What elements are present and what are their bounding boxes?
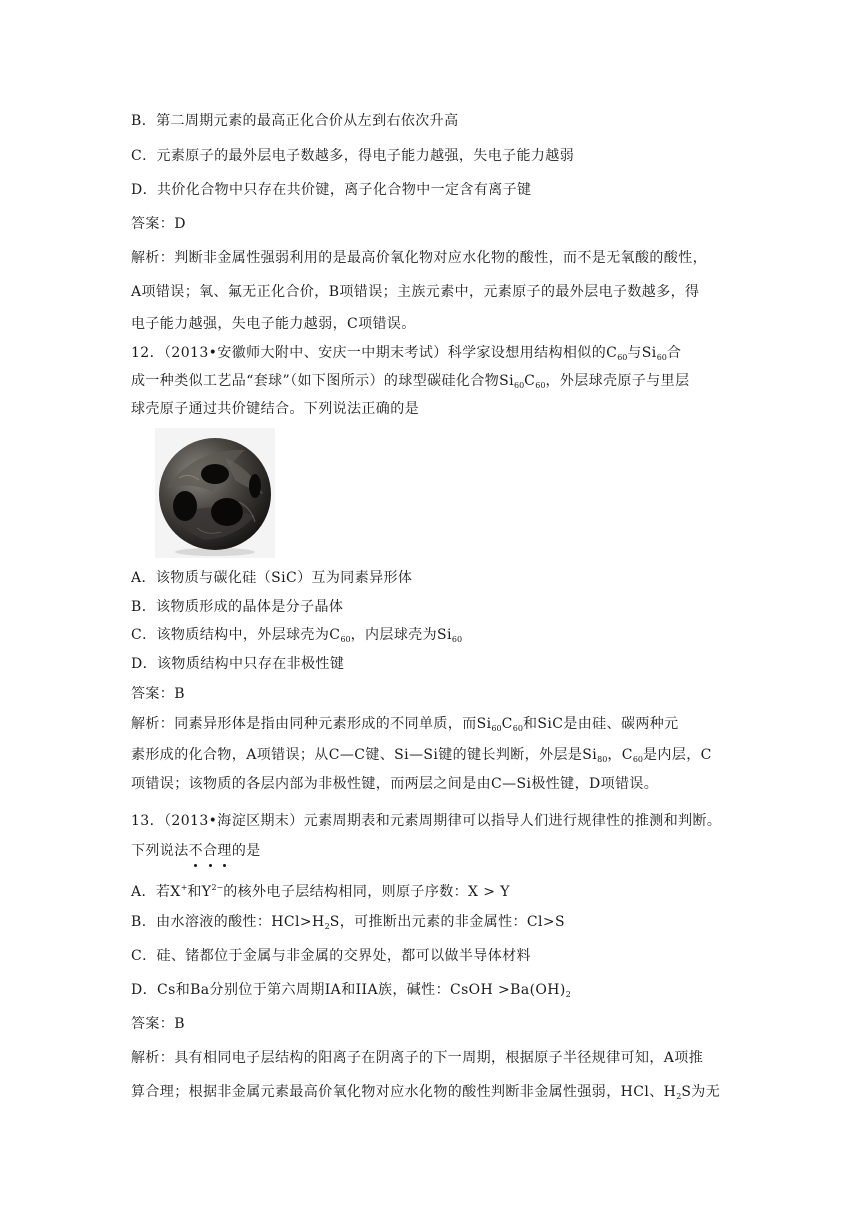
q12-option-d: D．该物质结构中只存在非极性键 [131,656,345,672]
q13-option-d: D．Cs和Ba分别位于第六周期IA和IIA族，碱性：CsOH $>Ba(OH)_2$ [131,982,571,999]
q12-answer: 答案：B [131,686,185,702]
q12-stem-line-1: 12．（2013•安徽师大附中、安庆一中期末考试）科学家设想用结构相似的$C_{60}$与$Si_{60}$合 [131,345,682,362]
q12-analysis-line-3: 项错误；该物质的各层内部为非极性键，而两层之间是由C—Si极性键，D项错误。 [131,776,659,792]
q13-analysis-line-1: 解析：具有相同电子层结构的阳离子在阴离子的下一周期，根据原子半径规律可知，A项推 [131,1050,704,1066]
q12-option-a: A．该物质与碳化硅（SiC）互为同素异形体 [131,570,413,586]
emphasis-dot-char: 理 [217,843,232,859]
q13-stem-line-2: 下列说法不合理的是 [131,843,261,859]
q12-option-b: B．该物质形成的晶体是分子晶体 [131,599,344,615]
q13-answer: 答案：B [131,1016,185,1032]
q13-option-c: C．硅、锗都位于金属与非金属的交界处，都可以做半导体材料 [131,948,531,964]
q13-analysis-line-2: 算合理；根据非金属元素最高价氧化物对应水化物的酸性判断非金属性强弱，HCl、$H_2S$为无 [131,1084,721,1101]
q12-analysis-line-1: 解析：同素异形体是指由同种元素形成的不同单质，而$Si_{60}C_{60}$和SiC是由硅、碳两种元 [131,716,679,733]
q11-analysis-line-1: 解析：判断非金属性强弱利用的是最高价氧化物对应水化物的酸性，而不是无氧酸的酸性， [131,250,707,266]
q12-option-c: C．该物质结构中，外层球壳为$C_{60}$，内层球壳为$Si_{60}$ [131,627,463,644]
q12-analysis-line-2: 素形成的化合物，A项错误；从C—C键、Si—Si键的键长判断，外层是$Si_{80}$，$C_{60}$是内层，C [131,747,712,764]
q11-option-c: C．元素原子的最外层电子数越多，得电子能力越强，失电子能力越弱 [131,148,575,164]
q13-option-a: A．若X+和$Y^{2-}$的核外电子层结构相同，则原子序数：X > Y [131,883,510,900]
q11-option-d: D．共价化合物中只存在共价键，离子化合物中一定含有离子键 [131,182,532,198]
q12-stem-line-2: 成一种类似工艺品“套球”（如下图所示）的球型碳硅化合物$Si_{60}C_{60}$，外层球壳原子与里层 [131,373,690,390]
emphasis-dot-char: 合 [203,843,218,859]
q11-option-b: B．第二周期元素的最高正化合价从左到右依次升高 [131,113,459,129]
q11-analysis-line-2: A项错误；氧、氟无正化合价，B项错误；主族元素中，元素原子的最外层电子数越多，得 [131,284,700,300]
q13-stem-line-1: 13．（2013•海淀区期末）元素周期表和元素周期律可以指导人们进行规律性的推测和判断。 [131,813,722,829]
q12-stem-line-3: 球壳原子通过共价键结合。下列说法正确的是 [131,401,419,417]
q11-answer: 答案：D [131,216,186,232]
q13-option-b: B．由水溶液的酸性：$HCl>H_2S$，可推断出元素的非金属性：Cl>S [131,914,566,931]
emphasis-dot-char: 不 [188,843,204,859]
q11-analysis-line-3: 电子能力越强，失电子能力越弱，C项错误。 [131,316,416,332]
nested-ball-photo [155,428,275,558]
